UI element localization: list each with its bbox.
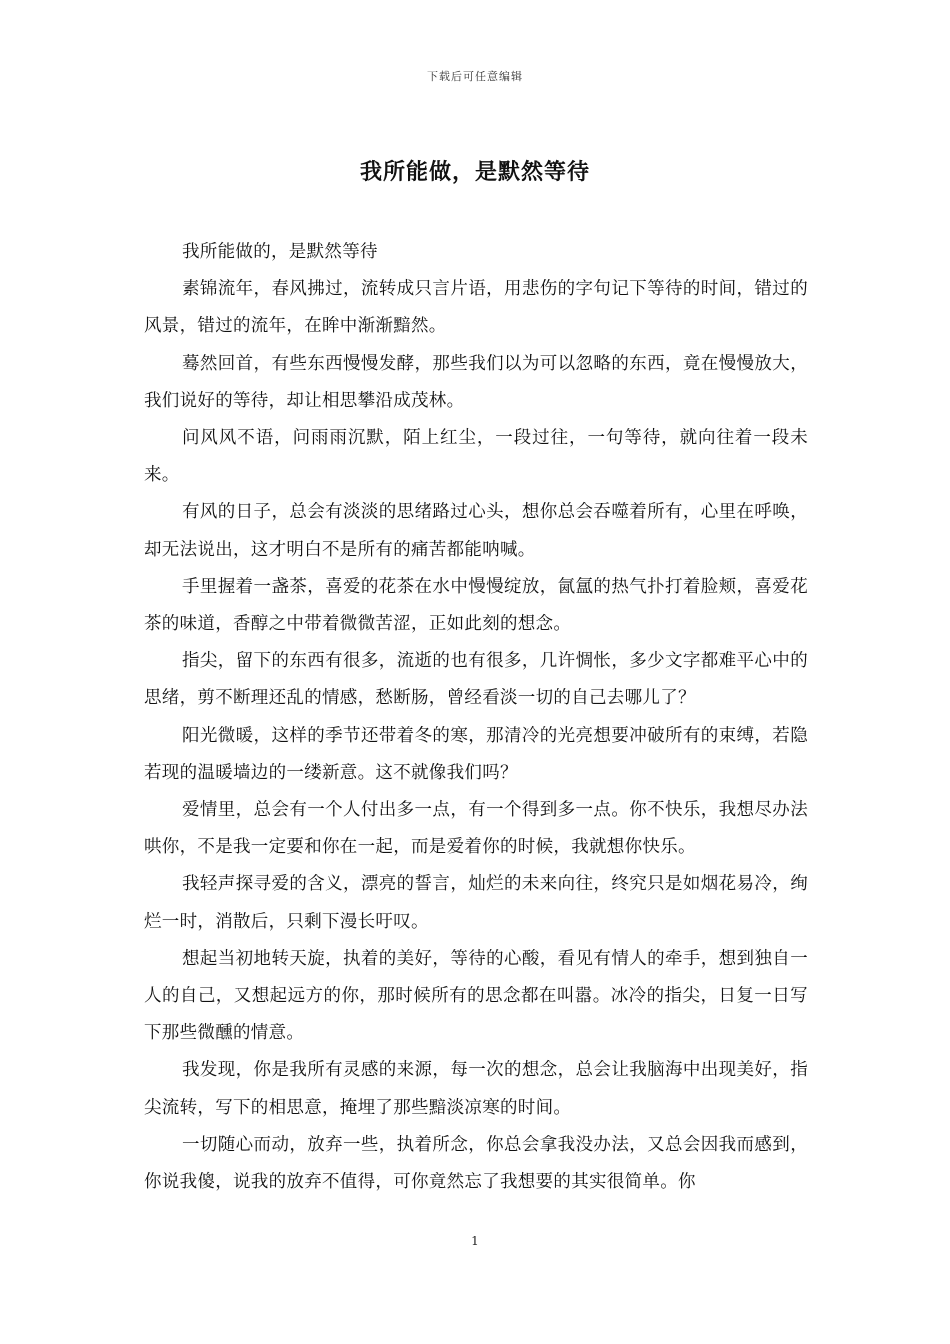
paragraph: 手里握着一盏茶，喜爱的花茶在水中慢慢绽放，氤氲的热气扑打着脸颊，喜爱花茶的味道，香醇之中带着微微苦涩，正如此刻的想念。 bbox=[144, 576, 808, 635]
paragraph: 蓦然回首，有些东西慢慢发酵，那些我们以为可以忽略的东西，竟在慢慢放大，我们说好的等待，却让相思攀沿成茂林。 bbox=[144, 353, 808, 411]
paragraph: 一切随心而动，放弃一些，执着所念，你总会拿我没办法，又总会因我而感到，你说我傻，说我的放弃不值得，可你竟然忘了我想要的其实很简单。你 bbox=[144, 1134, 808, 1193]
paragraph: 指尖，留下的东西有很多，流逝的也有很多，几许惆怅，多少文字都难平心中的思绪，剪不断理还乱的情感，愁断肠，曾经看淡一切的自己去哪儿了？ bbox=[144, 651, 808, 709]
document-body bbox=[144, 234, 808, 1201]
paragraph: 我发现，你是我所有灵感的来源，每一次的想念，总会让我脑海中出现美好，指尖流转，写下的相思意，掩埋了那些黯淡凉寒的时间。 bbox=[144, 1060, 808, 1118]
paragraph: 问风风不语，问雨雨沉默，陌上红尘，一段过往，一句等待，就向往着一段未来。 bbox=[144, 428, 808, 486]
paragraph: 我轻声探寻爱的含义，漂亮的誓言，灿烂的未来向往，终究只是如烟花易冷，绚烂一时，消散后，只剩下漫长吁叹。 bbox=[144, 874, 808, 932]
paragraph: 爱情里，总会有一个人付出多一点，有一个得到多一点。你不快乐，我想尽办法哄你，不是我一定要和你在一起，而是爱着你的时候，我就想你快乐。 bbox=[144, 800, 808, 858]
paragraph: 想起当初地转天旋，执着的美好，等待的心酸，看见有情人的牵手，想到独自一人的自己，又想起远方的你，那时候所有的思念都在叫嚣。冰冷的指尖，日复一日写下那些微醺的情意。 bbox=[144, 948, 808, 1044]
document-title: 我所能做，是默然等待 bbox=[359, 160, 590, 185]
page-number: 1 bbox=[471, 1234, 479, 1248]
header-note: 下载后可任意编辑 bbox=[427, 70, 523, 83]
paragraph: 素锦流年，春风拂过，流转成只言片语，用悲伤的字句记下等待的时间，错过的风景，错过的流年，在眸中渐渐黯然。 bbox=[144, 279, 808, 337]
paragraph: 阳光微暖，这样的季节还带着冬的寒，那清冷的光亮想要冲破所有的束缚，若隐若现的温暖墙边的一缕新意。这不就像我们吗？ bbox=[144, 725, 808, 783]
paragraph: 有风的日子，总会有淡淡的思绪路过心头，想你总会吞噬着所有，心里在呼唤，却无法说出，这才明白不是所有的痛苦都能呐喊。 bbox=[144, 502, 808, 560]
paragraph: 我所能做的，是默然等待 bbox=[182, 242, 378, 262]
